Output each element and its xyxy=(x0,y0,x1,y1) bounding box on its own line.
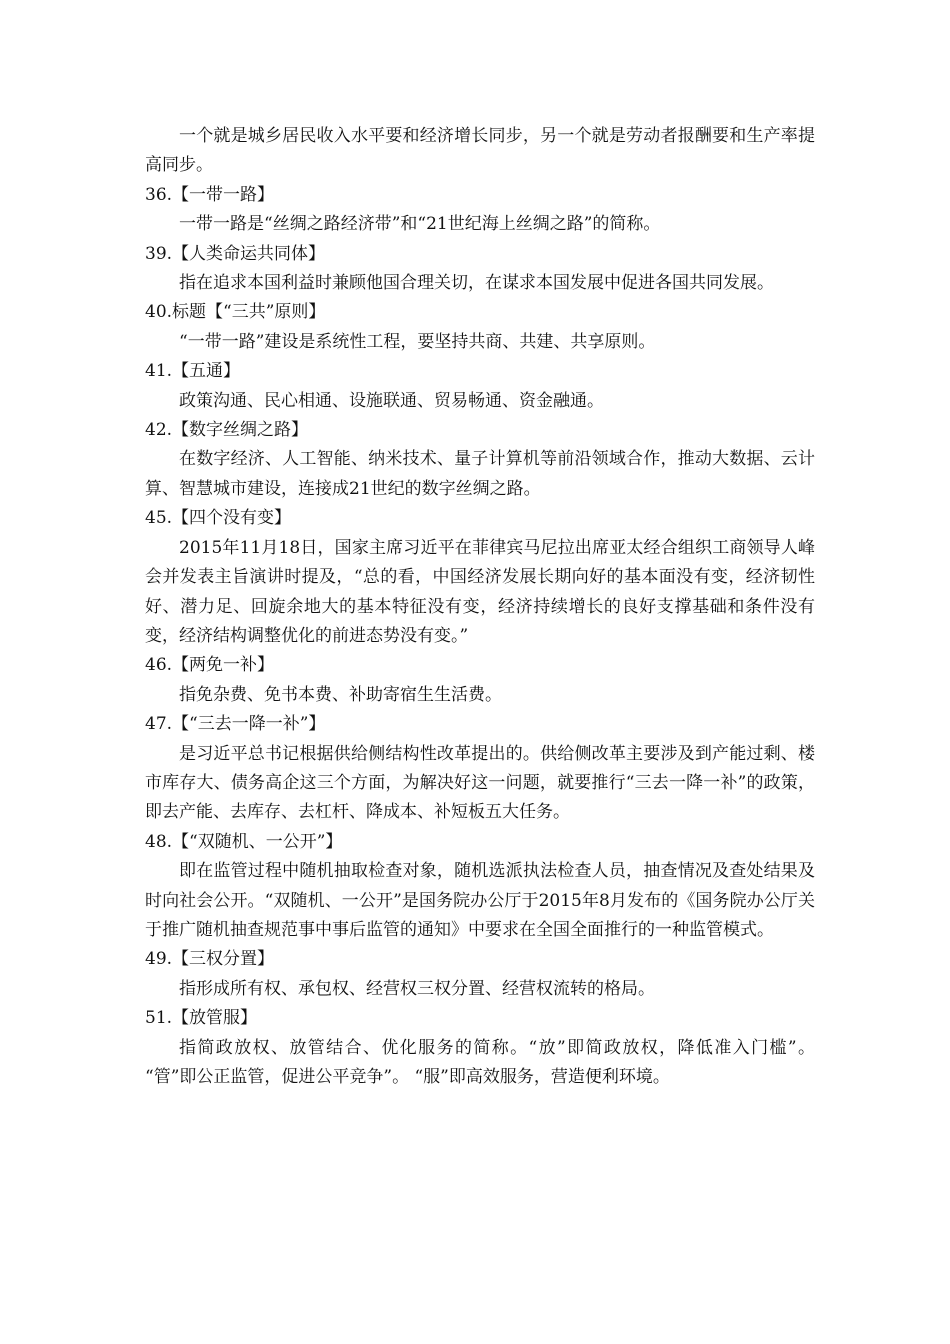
entry-body-36: 一带一路是“丝绸之路经济带”和“21世纪海上丝绸之路”的简称。 xyxy=(179,214,661,235)
document-page xyxy=(145,122,815,1092)
entry-body-51: 指简政放权、放管结合、优化服务的简称。“放”即简政放权，降低准入门槛”。 “管”即公正监管，促进公平竞争”。 “服”即高效服务，营造便利环境。 xyxy=(145,1037,815,1087)
entry-heading-41: 41.【五通】 xyxy=(145,361,241,382)
entry-body-40: “一带一路”建设是系统性工程，要坚持共商、共建、共享原则。 xyxy=(179,331,656,352)
entry-body-48: 即在监管过程中随机抽取检查对象，随机选派执法检查人员，抽查情况及查处结果及时向社会公开。“双随机、一公开”是国务院办公厅于2015年8月发布的《国务院办公厅关于推广随机抽查规范事中事后监管的通知》中要求在全国全面推行的一种监管模式。 xyxy=(145,861,815,940)
entry-body-47: 是习近平总书记根据供给侧结构性改革提出的。供给侧改革主要涉及到产能过剩、楼市库存大、债务高企这三个方面，为解决好这一问题，就要推行“三去一降一补”的政策，即去产能、去库存、去杠杆、降成本、补短板五大任务。 xyxy=(145,743,815,823)
entry-body-39: 指在追求本国利益时兼顾他国合理关切，在谋求本国发展中促进各国共同发展。 xyxy=(179,273,774,294)
entry-heading-51: 51.【放管服】 xyxy=(145,1008,258,1029)
entry-body-42: 在数字经济、人工智能、纳米技术、量子计算机等前沿领域合作，推动大数据、云计算、智慧城市建设，连接成21世纪的数字丝绸之路。 xyxy=(145,449,815,499)
entry-body-46: 指免杂费、免书本费、补助寄宿生生活费。 xyxy=(179,684,502,705)
entry-heading-48: 48.【“双随机、一公开”】 xyxy=(145,831,343,852)
entry-body-49: 指形成所有权、承包权、经营权三权分置、经营权流转的格局。 xyxy=(179,978,655,999)
entry-body-41: 政策沟通、民心相通、设施联通、贸易畅通、资金融通。 xyxy=(179,390,604,411)
entry-heading-39: 39.【人类命运共同体】 xyxy=(145,243,326,264)
intro-paragraph: 一个就是城乡居民收入水平要和经济增长同步，另一个就是劳动者报酬要和生产率提高同步。 xyxy=(145,126,815,176)
entry-heading-42: 42.【数字丝绸之路】 xyxy=(145,420,309,441)
entry-heading-47: 47.【“三去一降一补”】 xyxy=(145,714,326,735)
entry-heading-40: 40.标题【“三共”原则】 xyxy=(145,302,326,323)
entry-heading-36: 36.【一带一路】 xyxy=(145,184,275,205)
entry-body-45: 2015年11月18日，国家主席习近平在菲律宾马尼拉出席亚太经合组织工商领导人峰会并发表主旨演讲时提及，“总的看，中国经济发展长期向好的基本面没有变，经济韧性好、潜力足、回旋余地大的基本特征没有变，经济持续增长的良好支撑基础和条件没有变，经济结构调整优化的前进态势没有变。” xyxy=(145,537,815,646)
entry-heading-45: 45.【四个没有变】 xyxy=(145,508,292,529)
entry-heading-46: 46.【两免一补】 xyxy=(145,655,275,676)
entry-heading-49: 49.【三权分置】 xyxy=(145,949,275,970)
